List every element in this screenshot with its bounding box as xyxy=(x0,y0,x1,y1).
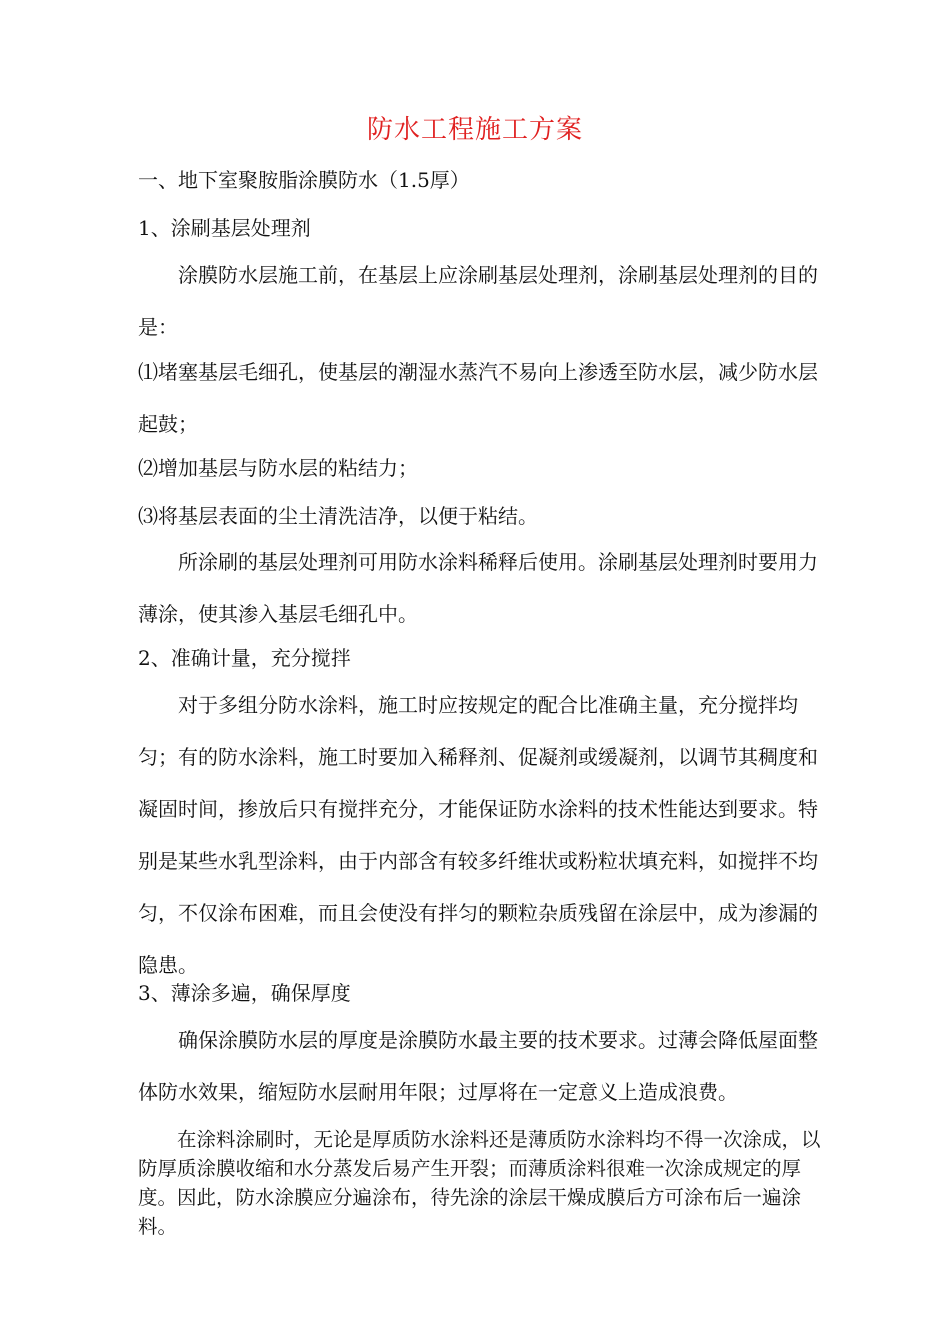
paragraph-sub1-intro: 涂膜防水层施工前，在基层上应涂刷基层处理剂，涂刷基层处理剂的目的是： xyxy=(138,263,818,339)
paragraph-sub1-2: 所涂刷的基层处理剂可用防水涂料稀释后使用。涂刷基层处理剂时要用力薄涂，使其渗入基层毛细孔中。 xyxy=(138,550,818,626)
list-item-sub1-3: ⑶将基层表面的尘土清洗洁净，以便于粘结。 xyxy=(138,504,538,528)
subsection-heading-1: 1、涂刷基层处理剂 xyxy=(138,216,311,240)
list-item-sub1-2: ⑵增加基层与防水层的粘结力； xyxy=(138,456,418,480)
paragraph-sub2: 对于多组分防水涂料，施工时应按规定的配合比准确主量，充分搅拌均匀；有的防水涂料，施工时要加入稀释剂、促凝剂或缓凝剂，以调节其稠度和凝固时间，掺放后只有搅拌充分，才能保证防水涂料的技术性能达到要求。特别是某些水乳型涂料，由于内部含有较多纤维状或粉粒状填充料，如搅拌不均匀，不仅涂布困难，而且会使没有拌匀的颗粒杂质残留在涂层中，成为渗漏的隐患。 xyxy=(138,693,818,977)
subsection-heading-2: 2、准确计量，充分搅拌 xyxy=(138,646,351,670)
section-heading-1: 一、地下室聚胺脂涂膜防水（1.5厚） xyxy=(138,168,470,192)
subsection-heading-3: 3、薄涂多遍，确保厚度 xyxy=(138,981,351,1005)
list-item-sub1-1: ⑴堵塞基层毛细孔，使基层的潮湿水蒸汽不易向上渗透至防水层，减少防水层起鼓； xyxy=(138,360,818,436)
paragraph-sub3-2: 在涂料涂刷时，无论是厚质防水涂料还是薄质防水涂料均不得一次涂成，以防厚质涂膜收缩和水分蒸发后易产生开裂；而薄质涂料很难一次涂成规定的厚度。因此，防水涂膜应分遍涂布，待先涂的涂层干燥成膜后方可涂布后一遍涂料。 xyxy=(138,1128,821,1238)
paragraph-sub3-1: 确保涂膜防水层的厚度是涂膜防水最主要的技术要求。过薄会降低屋面整体防水效果，缩短防水层耐用年限；过厚将在一定意义上造成浪费。 xyxy=(138,1028,818,1104)
document-title: 防水工程施工方案 xyxy=(366,115,583,145)
